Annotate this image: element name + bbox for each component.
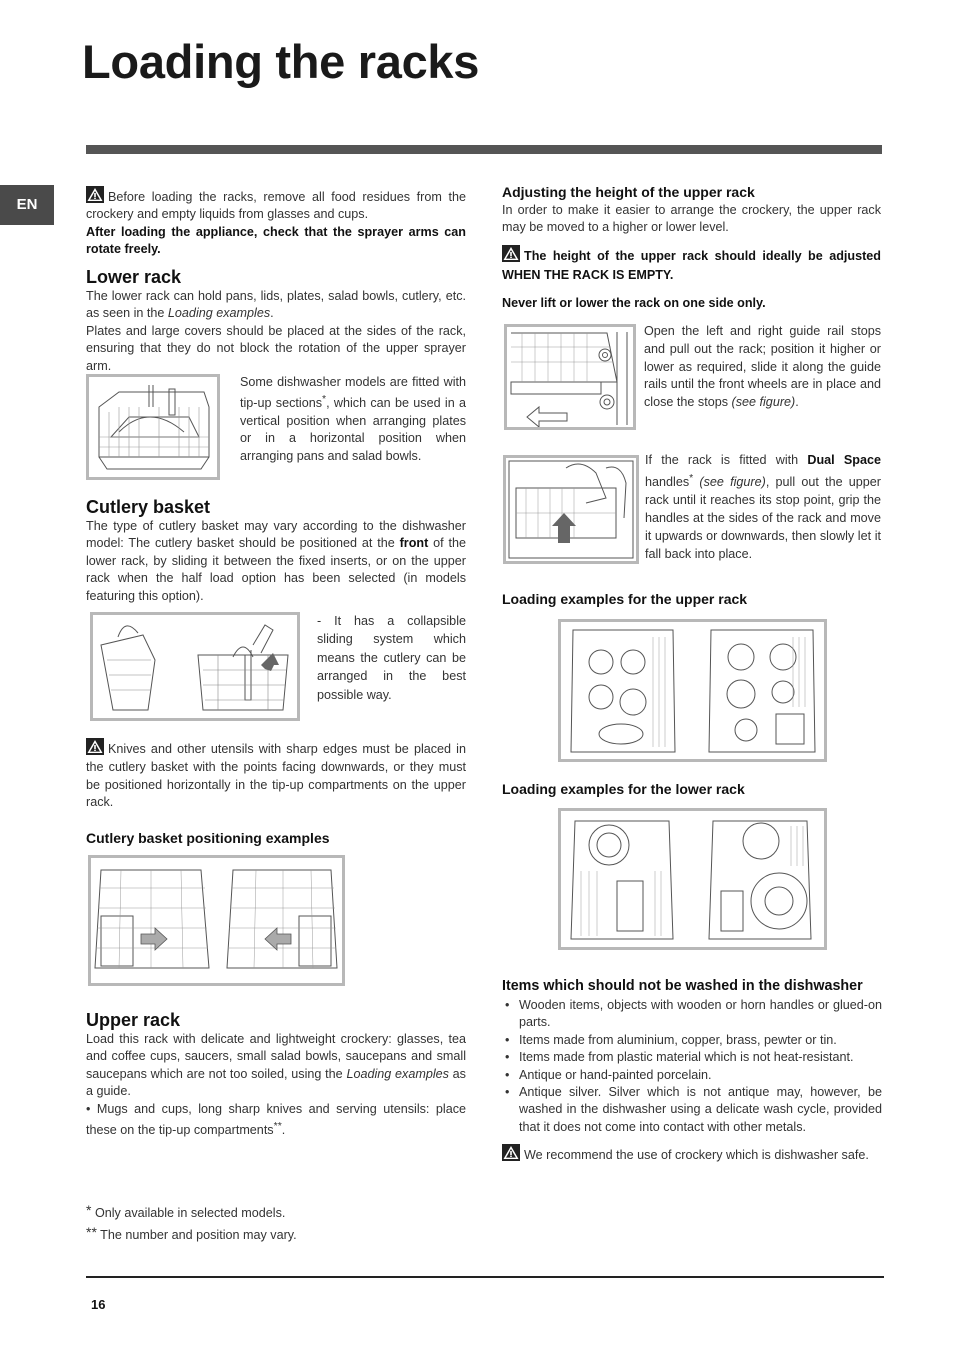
lower-rack-illustration (89, 377, 217, 477)
knives-warning-block (86, 738, 466, 812)
upper-rack-heading: Upper rack (86, 1010, 181, 1030)
tip-up-text: Some dishwasher models are fitted with tip-up sections*, which can be used in a vertical position when arranging plates or in a horizontal position when arranging pans and salad bowls. (240, 375, 466, 463)
recommend-text: We recommend the use of crockery which is dishwasher safe. (502, 1144, 882, 1164)
collapsible-text: - It has a collapsible sliding system which means the cutlery can be arranged in the best possible way. (317, 614, 466, 702)
list-item: • Items made from aluminium, copper, brass, pewter or tin. (502, 1032, 882, 1049)
cutlery-examples-heading: Cutlery basket positioning examples (86, 830, 330, 846)
guide-rail-text: Open the left and right guide rail stops and pull out the rack; position it higher or lower as required, slide it along the guide rails until the front wheels are in place and close the stops (see figure). (644, 324, 881, 410)
title-divider (86, 145, 882, 154)
upper-rack-text-1: Load this rack with delicate and lightweight crockery: glasses, tea and coffee cups, saucers, small salad bowls, saucepans and small saucepans which are not too soiled, using the Loading examples as a guide. (86, 1032, 466, 1099)
intro-bold-text: After loading the appliance, check that the sprayer arms can rotate freely. (86, 224, 466, 257)
intro-text: Before loading the racks, remove all food residues from the crockery and empty liquids from glasses and cups. (86, 186, 466, 224)
warning-triangle-icon (502, 1144, 520, 1161)
cutlery-positions-illustration (91, 858, 342, 983)
footnote-1: * Only available in selected models. (86, 1202, 286, 1220)
dual-space-text: If the rack is fitted with Dual Space handles* (see figure), pull out the upper rack until it reaches its stop point, grip the handles at the sides of the rack and move it upwards or downwards, then slowly let it fall back into place. (645, 453, 881, 561)
cutlery-basket-illustration (93, 615, 297, 718)
upper-rack-examples-figure (558, 619, 827, 762)
lower-examples-heading-block (502, 781, 745, 797)
dual-space-figure (503, 455, 639, 564)
lower-rack-examples-figure (558, 808, 827, 950)
language-tab: EN (0, 185, 54, 225)
lower-examples-heading: Loading examples for the lower rack (502, 781, 745, 797)
lower-rack-examples-illustration (561, 811, 824, 947)
knives-warning-text: Knives and other utensils with sharp edges must be placed in the cutlery basket with the points facing downwards, or they must be positioned horizontally in the tip-up compartments on the upper rack. (86, 738, 466, 812)
cutlery-section (86, 497, 466, 605)
cutlery-examples-heading-block (86, 830, 330, 846)
guide-rail-text-block (644, 323, 881, 412)
adjust-section (502, 184, 881, 312)
lower-rack-text-2: Plates and large covers should be placed at the sides of the rack, ensuring that they do not block the rotation of the upper sprayer arm. (86, 323, 466, 373)
upper-rack-text-2: • Mugs and cups, long sharp knives and serving utensils: place these on the tip-up compartments**. (86, 1101, 466, 1138)
page-title: Loading the racks (82, 35, 480, 88)
not-washed-list (502, 997, 882, 1136)
list-item: • Antique or hand-painted porcelain. (502, 1067, 882, 1084)
warning-triangle-icon (86, 738, 104, 755)
collapsible-text-block (317, 612, 466, 704)
cutlery-heading: Cutlery basket (86, 497, 211, 517)
dual-space-text-block (645, 452, 881, 564)
list-item: • Wooden items, objects with wooden or horn handles or glued-on parts. (502, 997, 882, 1032)
lower-rack-heading: Lower rack (86, 267, 182, 287)
tip-up-text-block (240, 374, 466, 465)
guide-rail-figure (504, 324, 636, 430)
not-washed-heading: Items which should not be washed in the dishwasher (502, 978, 863, 994)
page-number: 16 (91, 1297, 106, 1312)
not-washed-section (502, 978, 882, 1165)
list-item: • Antique silver. Silver which is not antique may, however, be washed in the dishwasher using a delicate wash cycle, provided that it does not come into contact with other metals. (502, 1084, 882, 1136)
dual-space-illustration (506, 458, 636, 561)
upper-rack-examples-illustration (561, 622, 824, 759)
adjust-heading: Adjusting the height of the upper rack (502, 184, 755, 200)
adjust-text: In order to make it easier to arrange the crockery, the upper rack may be moved to a higher or lower level. (502, 203, 881, 235)
footnotes (86, 1201, 297, 1245)
never-lift-text: Never lift or lower the rack on one side only. (502, 295, 766, 310)
cutlery-positions-figure (88, 855, 345, 986)
footer-divider (86, 1276, 884, 1278)
lower-rack-section (86, 267, 466, 375)
warning-triangle-icon (86, 186, 104, 203)
guide-rail-illustration (507, 327, 633, 427)
upper-examples-heading-block (502, 591, 747, 607)
adjust-warning-text: The height of the upper rack should ideally be adjusted WHEN THE RACK IS EMPTY. (502, 245, 881, 285)
lower-rack-text-1: The lower rack can hold pans, lids, plates, salad bowls, cutlery, etc. as seen in the Loading examples. (86, 289, 466, 321)
upper-examples-heading: Loading examples for the upper rack (502, 591, 748, 607)
lower-rack-figure (86, 374, 220, 480)
list-item: • Items made from plastic material which is not heat-resistant. (502, 1049, 882, 1066)
cutlery-text: The type of cutlery basket may vary according to the dishwasher model: The cutlery basket should be positioned at the front of the lower rack, by sliding it between the fixed inserts, or on the upper rack when the half load option has been selected (in models featuring this option). (86, 519, 466, 603)
intro-block (86, 186, 466, 259)
cutlery-basket-figure (90, 612, 300, 721)
footnote-2: ** The number and position may vary. (86, 1224, 297, 1242)
warning-triangle-icon (502, 245, 520, 262)
upper-rack-section (86, 1010, 466, 1140)
